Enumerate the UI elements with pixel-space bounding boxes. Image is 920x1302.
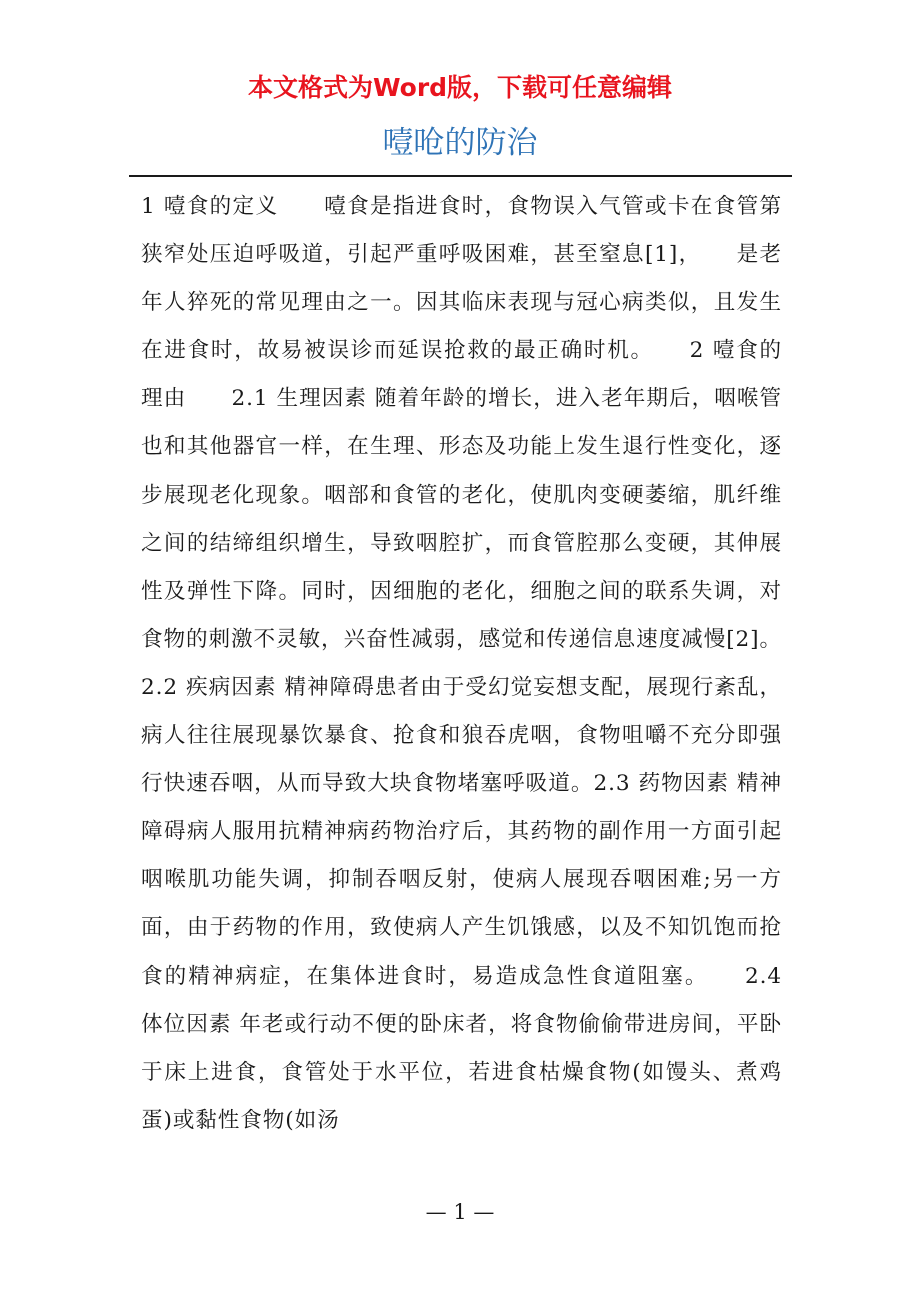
page-number: — 1 — xyxy=(425,1200,495,1224)
format-notice-banner: 本文格式为Word版，下载可任意编辑 xyxy=(247,73,673,102)
title-divider xyxy=(129,175,792,177)
document-title: 噎呛的防治 xyxy=(382,125,538,161)
body-paragraph: 1 噎食的定义 噎食是指进食时，食物误入气管或卡在食管第狭窄处压迫呼吸道，引起严重呼吸困难，甚至窒息[1]， 是老年人猝死的常见理由之一。因其临床表现与冠心病类似，且发生在进食时，故易被误诊而延误抢救的最正确时机。 2 噎食的理由 2.1 生理因素 随着年龄的增长，进入老年期后，咽喉管也和其他器官一样，在生理、形态及功能上发生退行性变化，逐步展现老化现象。咽部和食管的老化，使肌肉变硬萎缩，肌纤维之间的结缔组织增生，导致咽腔扩，而食管腔那么变硬，其伸展性及弹性下降。同时，因细胞的老化，细胞之间的联系失调，对食物的刺激不灵敏，兴奋性减弱，感觉和传递信息速度减慢[2]。2.2 疾病因素 精神障碍患者由于受幻觉妄想支配，展现行紊乱，病人往往展现暴饮暴食、抢食和狼吞虎咽，食物咀嚼不充分即强行快速吞咽，从而导致大块食物堵塞呼吸道。2.3 药物因素 精神障碍病人服用抗精神病药物治疗后，其药物的副作用一方面引起咽喉肌功能失调，抑制吞咽反射，使病人展现吞咽困难;另一方面，由于药物的作用，致使病人产生饥饿感，以及不知饥饱而抢食的精神病症，在集体进食时，易造成急性食道阻塞。 2.4 体位因素 年老或行动不便的卧床者，将食物偷偷带进房间，平卧于床上进食，食管处于水平位，若进食枯燥食物(如馒头、煮鸡蛋)或黏性食物(如汤 xyxy=(141,194,782,1133)
